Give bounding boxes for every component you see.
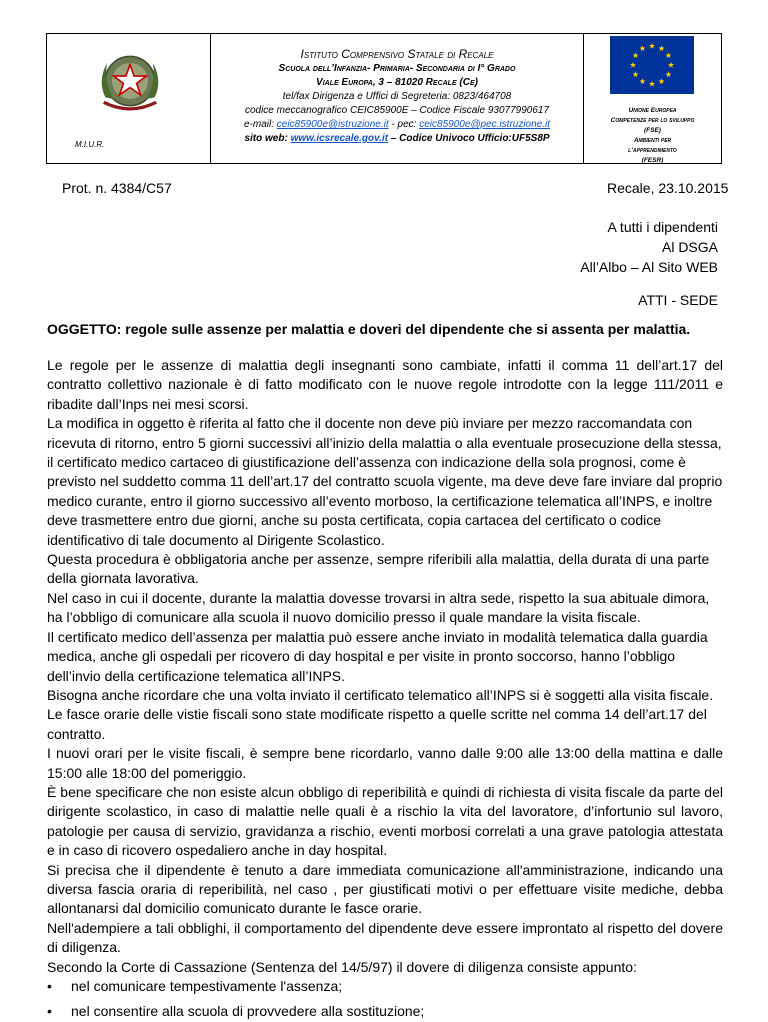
eu-line: Ambienti per: [633, 137, 672, 144]
eu-line: (FESR): [641, 157, 664, 164]
paragraph: Questa procedura è obbligatoria anche per assenze, sempre riferibili alla malattia, della durata di una parte della giornata lavorativa.: [47, 551, 710, 587]
paragraph: Bisogna anche ricordare che una volta inviato il certificato telematico all’INPS si è soggetti alla visita fiscale. Le fasce orarie delle vistie fiscali sono state modificate rispetto a quelle scritte nel comma 14 dell’art.17 del contratto.: [47, 686, 714, 742]
letterhead-right-cell: [584, 34, 721, 163]
paragraph: È bene specificare che non esiste alcun obbligo di reperibilità e quindi di richiesta di visita fiscale da parte del dirigente scolastico, in caso di malattie nelle quali è a rischio la vita del lavoratore, d’infortunio sul lavoro, patologie per causa di servizio, gravidanza a rischio, eventi morbosi correlati a una grave patologia attestata e in caso di ricovero ospedaliero anche in day hospital.: [47, 783, 723, 859]
website-link[interactable]: www.icsrecale.gov.it: [290, 133, 389, 144]
recipient-line: A tutti i dipendenti: [607, 219, 718, 235]
eu-flag-icon: [610, 36, 694, 94]
paragraph: Le regole per le assenze di malattia degli insegnanti sono cambiate, infatti il comma 11 dell’art.17 del contratto collettivo nazionale è di fatto modificato con le nuove regole introdotte con la legge 111/2011 e ribadite dall’Inps nei mesi scorsi.: [47, 357, 723, 412]
paragraph: Si precisa che il dipendente è tenuto a dare immediata comunicazione all'amministrazione, indicando una diversa fascia oraria di reperibilità, nel caso , per giustificati motivi o per effettuare visite mediche, debba allontanarsi dal domicilio comunicato durante le fasce orarie.: [47, 861, 723, 917]
letterhead-center-cell: [211, 34, 584, 163]
letterhead: [46, 33, 722, 164]
school-address: Viale Europa, 3 – 81020 Recale (Ce): [316, 77, 478, 88]
web-prefix: sito web:: [244, 133, 291, 144]
protocol-number: Prot. n. 4384/C57: [62, 180, 172, 196]
eu-line: Unione Europea: [628, 107, 677, 114]
bullet-icon: •: [47, 978, 52, 994]
paragraph: Nell'adempiere a tali obblighi, il comportamento del dipendente deve essere improntato al rispetto del dovere di diligenza.: [47, 919, 723, 956]
school-phone: tel/fax Dirigenza e Uffici di Segreteria: 0823/464708: [282, 91, 512, 102]
school-levels: Scuola dell’Infanzia- Primaria- Secondaria di I° Grado: [278, 63, 516, 74]
atti-sede: ATTI - SEDE: [638, 292, 718, 308]
letter-body: [47, 356, 723, 1022]
italian-republic-emblem-icon: [89, 40, 171, 122]
email-prefix: e-mail:: [243, 119, 277, 130]
miur-caption: M.I.U.R.: [75, 140, 105, 149]
bullet-item: [47, 977, 723, 996]
school-codes: codice meccanografico CEIC85900E – Codice Fiscale 93077990617: [244, 105, 550, 116]
email-link[interactable]: ceic85900e@istruzione.it: [276, 119, 389, 130]
school-contacts: [211, 118, 583, 132]
bullet-item: [47, 1002, 723, 1021]
subject-line: OGGETTO: regole sulle assenze per malattia e doveri del dipendente che si assenta per malattia.: [47, 321, 691, 337]
school-name: Istituto Comprensivo Statale di Recale: [300, 47, 494, 61]
recipients: [580, 217, 718, 277]
eu-line: l’apprendimento: [628, 147, 677, 154]
web-suffix: – Codice Univoco Ufficio:UF5S8P: [388, 133, 550, 144]
school-website: [211, 132, 583, 146]
paragraph: Secondo la Corte di Cassazione (Sentenza del 14/5/97) il dovere di diligenza consiste appunto:: [47, 958, 637, 975]
paragraph: I nuovi orari per le visite fiscali, è sempre bene ricordarlo, vanno dalle 9:00 alle 13:00 della mattina e dalle 15:00 alle 18:00 del pomeriggio.: [47, 745, 723, 781]
paragraph: La modifica in oggetto è riferita al fatto che il docente non deve più inviare per mezzo raccomandata con ricevuta di ritorno, entro 5 giorni successivi all’inizio della malattia o alla eventuale prosecuzione della stessa, il certificato medico cartaceo di giustificazione dell’assenza con indicazione della sola prognosi, come è previsto nel suddetto comma 11 dell’art.17 del contratto scuola vigente, ma deve deve fare inviare dal proprio medico curante, entro il giorno successivo all’evento morboso, la certificazione telematica all’INPS, e inoltre deve trasmettere entro due giorni, anche su posta certificata, copia cartacea del certificato o codice identificativo di tale documento al Dirigente Scolastico.: [47, 415, 723, 548]
bullet-icon: •: [47, 1003, 52, 1020]
eu-caption: [588, 106, 717, 166]
letter-date: Recale, 23.10.2015: [607, 180, 729, 196]
bullet-text: nel consentire alla scuola di provvedere alla sostituzione;: [71, 1003, 425, 1020]
eu-line: (FSE): [644, 127, 661, 134]
eu-line: Competenze per lo sviluppo: [610, 117, 695, 124]
paragraph: Il certificato medico dell’assenza per malattia può essere anche inviato in modalità telematica dalla guardia medica, anche gli ospedali per ricovero di day hospital e per visite in pronto soccorso, hanno l’obbligo dell’invio della certificazione telematica all’INPS.: [47, 628, 708, 684]
bullet-text: nel comunicare tempestivamente l'assenza;: [71, 978, 343, 994]
pec-link[interactable]: ceic85900e@pec.istruzione.it: [419, 119, 551, 130]
recipient-line: Al DSGA: [661, 239, 718, 255]
letterhead-left-cell: [47, 34, 211, 163]
recipient-line: All’Albo – Al Sito WEB: [580, 259, 718, 275]
pec-prefix: - pec:: [388, 119, 420, 130]
paragraph: Nel caso in cui il docente, durante la malattia dovesse trovarsi in altra sede, rispetto la sua abituale dimora, ha l’obbligo di comunicare alla scuola il nuovo domicilio presso il quale mandare la visita fiscale.: [47, 589, 710, 626]
